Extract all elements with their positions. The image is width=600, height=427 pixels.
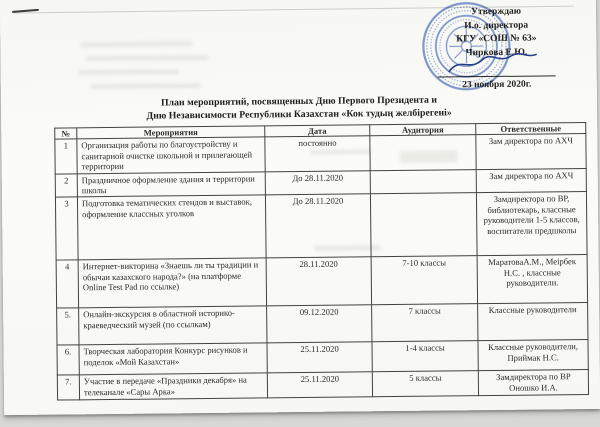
cell-date: 28.11.2020 (266, 257, 371, 306)
table-row (55, 134, 586, 174)
cell-event: Участие в передаче «Праздники декабря» на телеканале «Сары Арка» (79, 373, 267, 400)
signature (444, 49, 540, 74)
cell-event: Подготовка тематических стендов и выставок, оформление классных уголков (77, 195, 266, 260)
approval-line: И.о. директора (464, 20, 529, 31)
cell-event: Интернет-викторина «Знаешь ли ты традиции и обычаи казахского народа?» (на платформе Online Test Pad по ссылке) (78, 258, 266, 308)
cell-date: До 28.11.2020 (265, 170, 370, 195)
table-row (56, 255, 587, 309)
cell-num: 3 (55, 197, 78, 260)
cell-event: Праздничное оформление здания и территории школы (77, 171, 265, 197)
cell-responsible: Замдиректора по ВР, библиотекарь, классные руководители 1-5 классов, воспитатели предшколы (476, 192, 587, 256)
official-stamp (420, 0, 513, 93)
header-audience: Аудитория (370, 124, 476, 137)
bleedthrough-mark (80, 41, 192, 47)
cell-audience: 5 классы (372, 371, 478, 397)
cell-num: 7. (57, 375, 79, 400)
events-plan-table (54, 122, 589, 401)
bleedthrough-mark (91, 83, 201, 89)
title-line-1: План мероприятий, посвященных Дню Первого Президента и (160, 94, 438, 109)
cell-num: 1 (55, 139, 77, 173)
document-title (1, 93, 597, 124)
approval-line: Утверждаю (470, 6, 522, 18)
cell-audience: 7 классы (372, 304, 478, 342)
cell-num: 6. (57, 345, 79, 375)
table-row (57, 370, 588, 401)
title-line-2: Дню Независимости Республики Казахстан «Кок тудың желбірегені» (146, 106, 452, 122)
approval-line: КГУ «СОШ № 63» (456, 33, 537, 45)
cell-event: Онлайн-экскурсия в областной историко-краеведческий музей (по ссылкам) (79, 306, 267, 345)
header-event: Мероприятия (77, 126, 265, 139)
bleedthrough-mark (79, 69, 179, 75)
approval-line: Чиркова Е.Ю. (465, 47, 528, 58)
cell-date: постоянно (265, 136, 370, 171)
cell-audience (370, 169, 476, 194)
cell-num: 4 (56, 260, 79, 308)
cell-responsible: Замдиректора по ВР Оношко И.А. (478, 370, 588, 396)
header-responsible: Ответственные (476, 123, 586, 136)
cell-responsible: Классные руководители (478, 303, 588, 341)
cell-date: 09.12.2020 (267, 305, 372, 343)
header-num: № (55, 128, 77, 140)
cell-num: 5. (57, 308, 79, 345)
cell-num: 2 (55, 173, 77, 197)
table-row (57, 303, 588, 346)
cell-responsible: Классные руководители, Приймак Н.С. (478, 340, 588, 371)
cell-date: 25.11.2020 (267, 372, 372, 398)
table-row (55, 192, 587, 261)
cell-event: Организация работы по благоустройству и санитарной очистке школьной и прилегающей территории (77, 137, 265, 173)
cell-date: До 28.11.2020 (265, 194, 371, 258)
cell-audience (370, 193, 477, 257)
header-date: Дата (265, 125, 370, 138)
cell-responsible: МаратоваА.М., Меірбек Н.С. , классные руководители. (477, 255, 587, 304)
bleedthrough-mark (86, 55, 208, 61)
cell-responsible: Зам директора по АХЧ (476, 168, 586, 193)
cell-audience: 7-10 классы (371, 256, 477, 305)
cell-responsible: Зам директора по АХЧ (476, 134, 586, 169)
cell-audience (370, 135, 476, 170)
cell-audience: 1-4 классы (372, 341, 478, 372)
cell-date: 25.11.2020 (267, 342, 372, 373)
cell-event: Творческая лаборатория Конкурс рисунков и поделок «Мой Казахстан» (79, 343, 267, 375)
approval-date: 23 ноября 2020г. (438, 75, 556, 93)
